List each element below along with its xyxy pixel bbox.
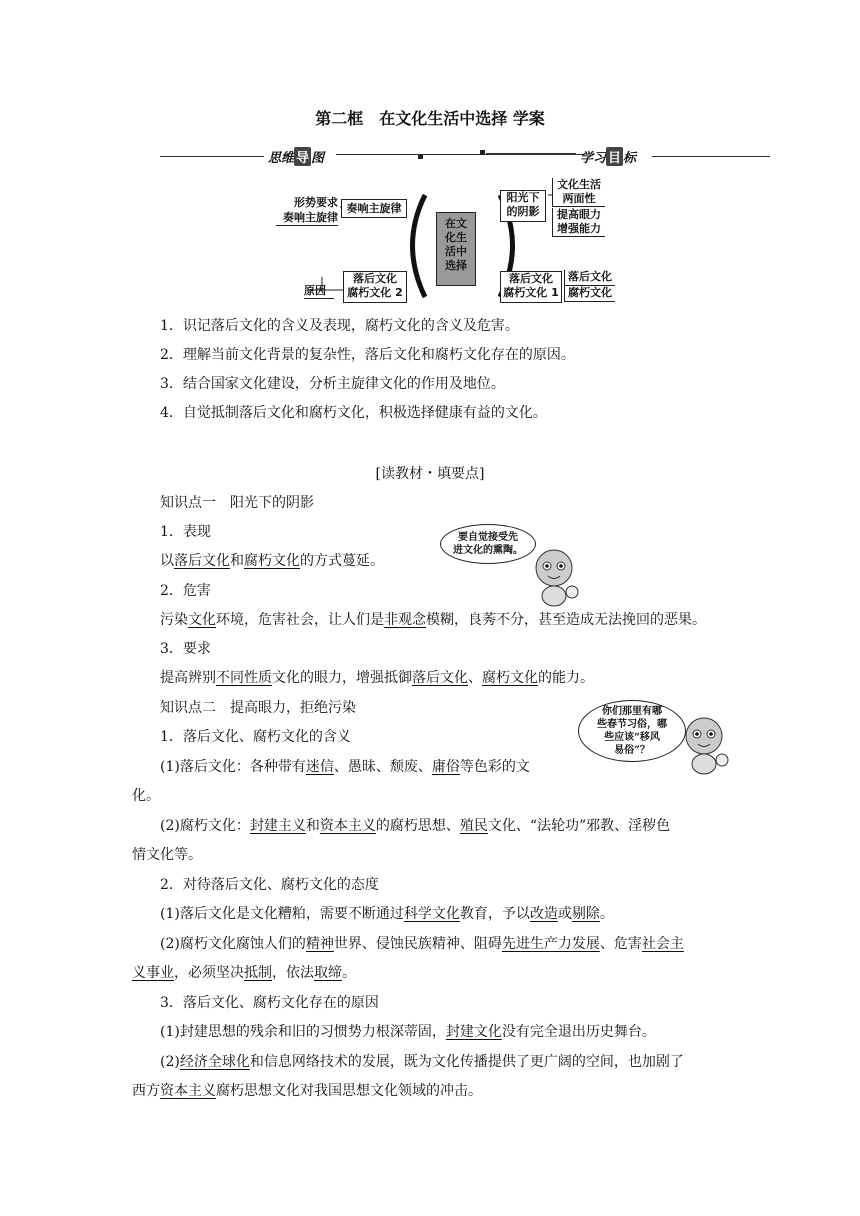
k2-title: 知识点二 提高眼力，拒绝污染 — [160, 700, 356, 716]
tl-label-2: 奏响主旋律 — [276, 211, 338, 226]
speech-bubble-1: 要自觉接受先 进文化的熏陶。 — [440, 524, 536, 564]
k2-a1b: 化。 — [132, 788, 160, 804]
k2-a2: (2)腐朽文化：封建主义和资本主义的腐朽思想、殖民文化、“法轮功”邪教、淫秽色 — [160, 818, 671, 834]
center-node: 在文 化生 活中 选择 — [436, 212, 476, 286]
br-item-2: 腐朽文化 — [564, 286, 615, 302]
k2-h3: 3．落后文化、腐朽文化存在的原因 — [160, 995, 379, 1011]
section-header: [读教材・填要点] — [375, 466, 485, 482]
k2-a2b: 情文化等。 — [132, 847, 202, 863]
cartoon-mascot-2-icon — [676, 712, 734, 776]
mindmap-label: 思维 导 图 — [268, 147, 324, 166]
bl-label: 原因 — [304, 284, 334, 299]
page-title: 第二框 在文化生活中选择 学案 — [315, 109, 545, 128]
k1-title: 知识点一 阳光下的阴影 — [160, 495, 314, 511]
box-backward-2: 落后文化 腐朽文化 2 — [343, 271, 407, 303]
goal-4: 4．自觉抵制落后文化和腐朽文化，积极选择健康有益的文化。 — [160, 405, 547, 421]
box-backward-1: 落后文化 腐朽文化 1 — [500, 271, 562, 303]
k1-t3: 提高辨别不同性质文化的眼力，增强抵御落后文化、腐朽文化的能力。 — [160, 670, 594, 686]
k2-c2: (2)经济全球化和信息网络技术的发展，既为文化传播提供了更广阔的空间，也加剧了 — [160, 1054, 684, 1070]
k1-h1: 1．表现 — [160, 524, 211, 540]
k2-b2b: 义事业，必须坚决抵制，依法取缔。 — [132, 965, 356, 981]
k2-b1: (1)落后文化是文化糟粕，需要不断通过科学文化教育，予以改造或剔除。 — [160, 906, 614, 922]
br-item-1: 落后文化 — [564, 270, 615, 286]
speech-bubble-2: 你们那里有哪 些春节习俗，哪 些应该“移风 易俗”？ — [578, 700, 686, 762]
goal-3: 3．结合国家文化建设，分析主旋律文化的作用及地位。 — [160, 376, 505, 392]
k1-t1: 以落后文化和腐朽文化的方式蔓延。 — [160, 553, 384, 569]
k1-t2: 污染文化环境，危害社会，让人们是非观念模糊，良莠不分，甚至造成无法挽回的恶果。 — [160, 612, 706, 628]
section-banner — [160, 145, 770, 169]
tr-item-2: 提高眼力 增强能力 — [552, 208, 605, 237]
k1-h2: 2．危害 — [160, 583, 211, 599]
k2-a1: (1)落后文化：各种带有迷信、愚昧、颓废、庸俗等色彩的文 — [160, 759, 530, 775]
tr-item-1: 文化生活 两面性 — [552, 178, 605, 207]
k2-b2: (2)腐朽文化腐蚀人们的精神世界、侵蚀民族精神、阻碍先进生产力发展、危害社会主 — [160, 936, 684, 952]
k2-h2: 2．对待落后文化、腐朽文化的态度 — [160, 877, 379, 893]
tl-label-1: 形势要求 — [294, 196, 338, 209]
k2-h1: 1．落后文化、腐朽文化的含义 — [160, 729, 351, 745]
k2-c1: (1)封建思想的残余和旧的习惯势力根深蒂固，封建文化没有完全退出历史舞台。 — [160, 1024, 656, 1040]
box-shadow: 阳光下 的阴影 — [500, 190, 546, 222]
goals-label: 学习 目 标 — [580, 147, 636, 166]
k2-c2b: 西方资本主义腐朽思想文化对我国思想文化领域的冲击。 — [132, 1083, 482, 1099]
k1-h3: 3．要求 — [160, 641, 211, 657]
goal-2: 2．理解当前文化背景的复杂性，落后文化和腐朽文化存在的原因。 — [160, 347, 575, 363]
goal-1: 1．识记落后文化的含义及表现，腐朽文化的含义及危害。 — [160, 318, 519, 334]
cartoon-mascot-icon — [524, 544, 584, 608]
box-main-melody: 奏响主旋律 — [341, 199, 407, 218]
